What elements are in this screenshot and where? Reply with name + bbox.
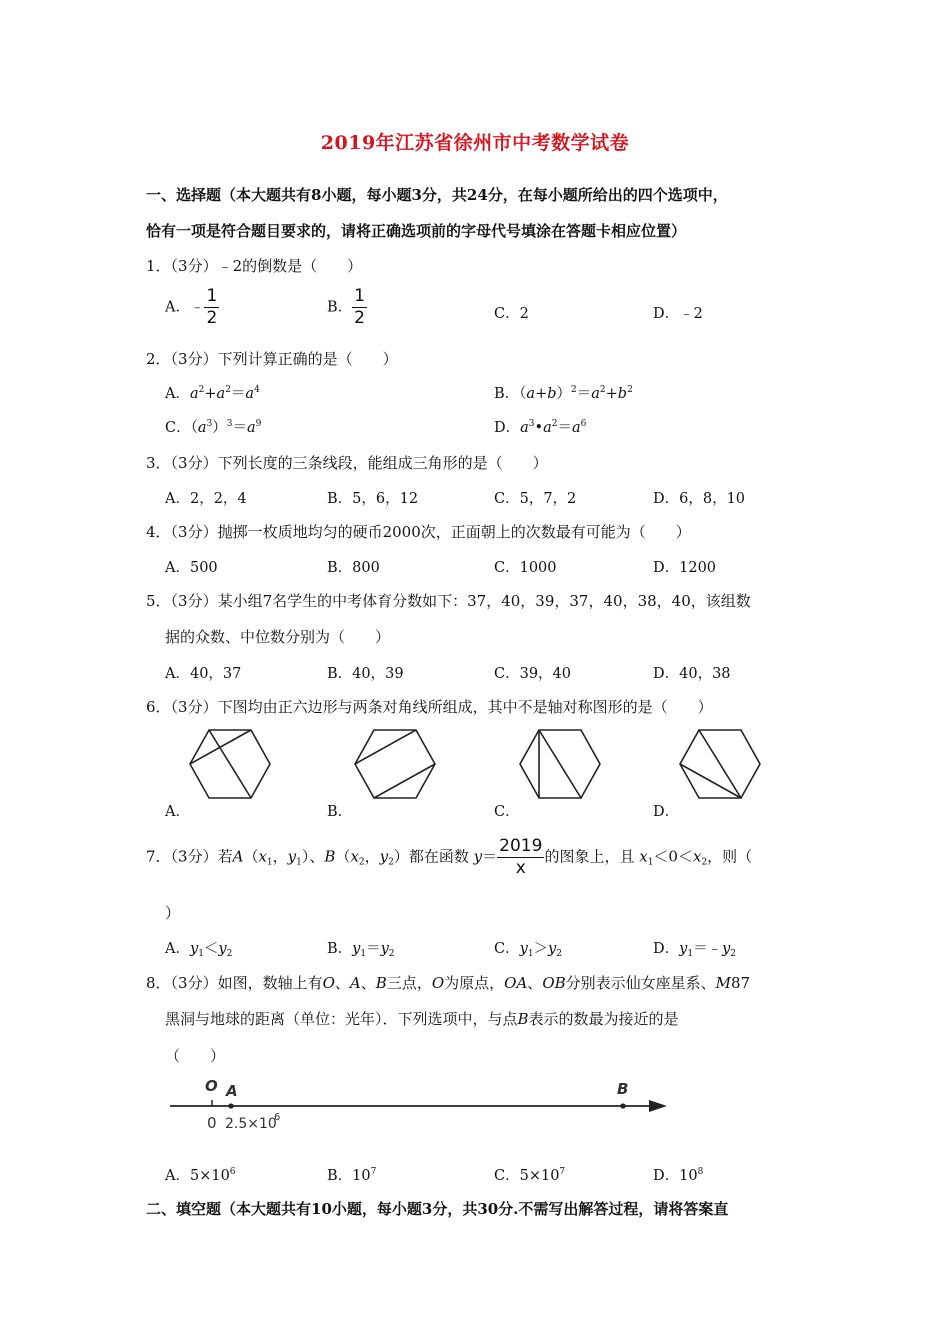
q1-option-c: C．2 xyxy=(494,306,529,322)
q6-hexagon-d-figure xyxy=(678,728,762,800)
q1-b-label: B． xyxy=(327,299,353,316)
page-title: 2019年江苏省徐州市中考数学试卷 xyxy=(320,132,630,154)
q4-option-c: C．1000 xyxy=(494,560,557,576)
q1-a-fraction: $\frac{1}{2}$ xyxy=(206,286,218,328)
q1-option-d: D．﹣2 xyxy=(653,306,703,322)
q7-option-c: C．$y_1>y_2$ xyxy=(494,941,562,959)
q7-function-fraction: $\frac{2019}{x}$ xyxy=(499,836,543,878)
q8-option-d: D．$10^8$ xyxy=(653,1167,704,1184)
q2-option-c: C．$(a^3)^3=a^9$ xyxy=(165,419,262,436)
section1-heading-line1: 一、选择题（本大题共有8小题，每小题3分，共24分，在每小题所给出的四个选项中， xyxy=(146,186,728,204)
q6-option-d: D． xyxy=(653,804,680,820)
q4-option-a: A．500 xyxy=(165,560,218,576)
q3-option-d: D．6，8，10 xyxy=(653,491,746,507)
q8-stem-line2: 黑洞与地球的距离（单位：光年）．下列选项中，与点B表示的数最为接近的是 xyxy=(165,1010,679,1028)
q7-stem-line2: ） xyxy=(165,904,181,922)
q8-option-a: A．$5\times 10^6$ xyxy=(165,1167,236,1184)
q5-stem-line2: 据的众数、中位数分别为（ ） xyxy=(165,628,391,646)
q4-option-b: B．800 xyxy=(327,560,380,576)
q1-stem: 1．（3分）﹣2的倒数是（ ） xyxy=(146,257,363,275)
q8-option-c: C．$5\times 10^7$ xyxy=(494,1167,566,1184)
q5-option-a: A．40，37 xyxy=(165,666,242,682)
q5-option-d: D．40，38 xyxy=(653,666,731,682)
q8-stem-line1: 8．（3分）如图，数轴上有O、A、B三点，O为原点，OA、OB分别表示仙女座星系、M87 xyxy=(146,974,751,992)
q4-option-d: D．1200 xyxy=(653,560,717,576)
q3-option-a: A．2，2，4 xyxy=(165,491,247,507)
axis-a-exponent: 6 xyxy=(274,1112,281,1123)
q7-option-d: D．$y_1=﹣y_2$ xyxy=(653,941,737,959)
axis-zero-label: 0 xyxy=(207,1114,217,1132)
q5-option-b: B．40，39 xyxy=(327,666,404,682)
axis-label-a: A xyxy=(226,1082,238,1100)
q2-stem: 2．（3分）下列计算正确的是（ ） xyxy=(146,350,398,368)
q8-stem-line3: （ ） xyxy=(165,1047,226,1065)
q8-option-b: B．$10^7$ xyxy=(327,1167,377,1184)
q5-option-c: C．39，40 xyxy=(494,666,571,682)
q3-option-b: B．5，6，12 xyxy=(327,491,419,507)
q6-option-c: C． xyxy=(494,804,520,820)
q7-stem-line1: 7．（3分）若$A(x_1$，$y_1$）、$B(x_2$，$y_2$）都在函数 y＝ $\frac{2019}{x}$ 的图象上，且 $x_1<0<x_2$，则（ xyxy=(146,836,753,878)
section2-heading-line1: 二、填空题（本大题共有10小题，每小题3分，共30分.不需写出解答过程，请将答案直 xyxy=(146,1200,729,1218)
q1-b-fraction: $\frac{1}{2}$ xyxy=(354,286,365,328)
q1-option-a xyxy=(165,288,219,327)
q3-option-c: C．5，7，2 xyxy=(494,491,577,507)
section1-heading-line2: 恰有一项是符合题目要求的，请将正确选项前的字母代号填涂在答题卡相应位置） xyxy=(146,222,687,240)
q8-number-line xyxy=(165,1074,675,1134)
q2-option-d: D．$a^3•a^2=a^6$ xyxy=(494,419,587,436)
q6-hexagon-c-figure xyxy=(518,728,602,800)
q3-stem: 3．（3分）下列长度的三条线段，能组成三角形的是（ ） xyxy=(146,454,548,472)
q5-stem-line1: 5．（3分）某小组7名学生的中考体育分数如下：37，40，39，37，40，38，40，该组数 xyxy=(146,592,751,610)
q2-option-b: B．$(a+b)^2=a^2+b^2$ xyxy=(494,385,633,402)
q6-stem: 6．（3分）下图均由正六边形与两条对角线所组成，其中不是轴对称图形的是（ ） xyxy=(146,698,713,716)
axis-label-b: B xyxy=(617,1080,629,1098)
q6-hexagon-a-figure xyxy=(188,728,272,800)
axis-label-o: O xyxy=(205,1077,218,1095)
q7-option-b: B．$y_1=y_2$ xyxy=(327,941,395,959)
q6-hexagon-b-figure xyxy=(353,728,437,800)
q6-option-a: A． xyxy=(165,804,190,820)
axis-a-value: 2.5×10 xyxy=(225,1116,277,1132)
q6-option-b: B． xyxy=(327,804,353,820)
q4-stem: 4．（3分）抛掷一枚质地均匀的硬币2000次，正面朝上的次数最有可能为（ ） xyxy=(146,523,691,541)
q1-a-label: A． xyxy=(165,299,190,316)
q2-option-a: A．$a^2+a^2=a^4$ xyxy=(165,385,260,402)
q7-option-a: A．$y_1<y_2$ xyxy=(165,941,233,959)
q1-a-sign: ﹣ xyxy=(189,299,205,316)
q1-option-b xyxy=(327,288,367,327)
